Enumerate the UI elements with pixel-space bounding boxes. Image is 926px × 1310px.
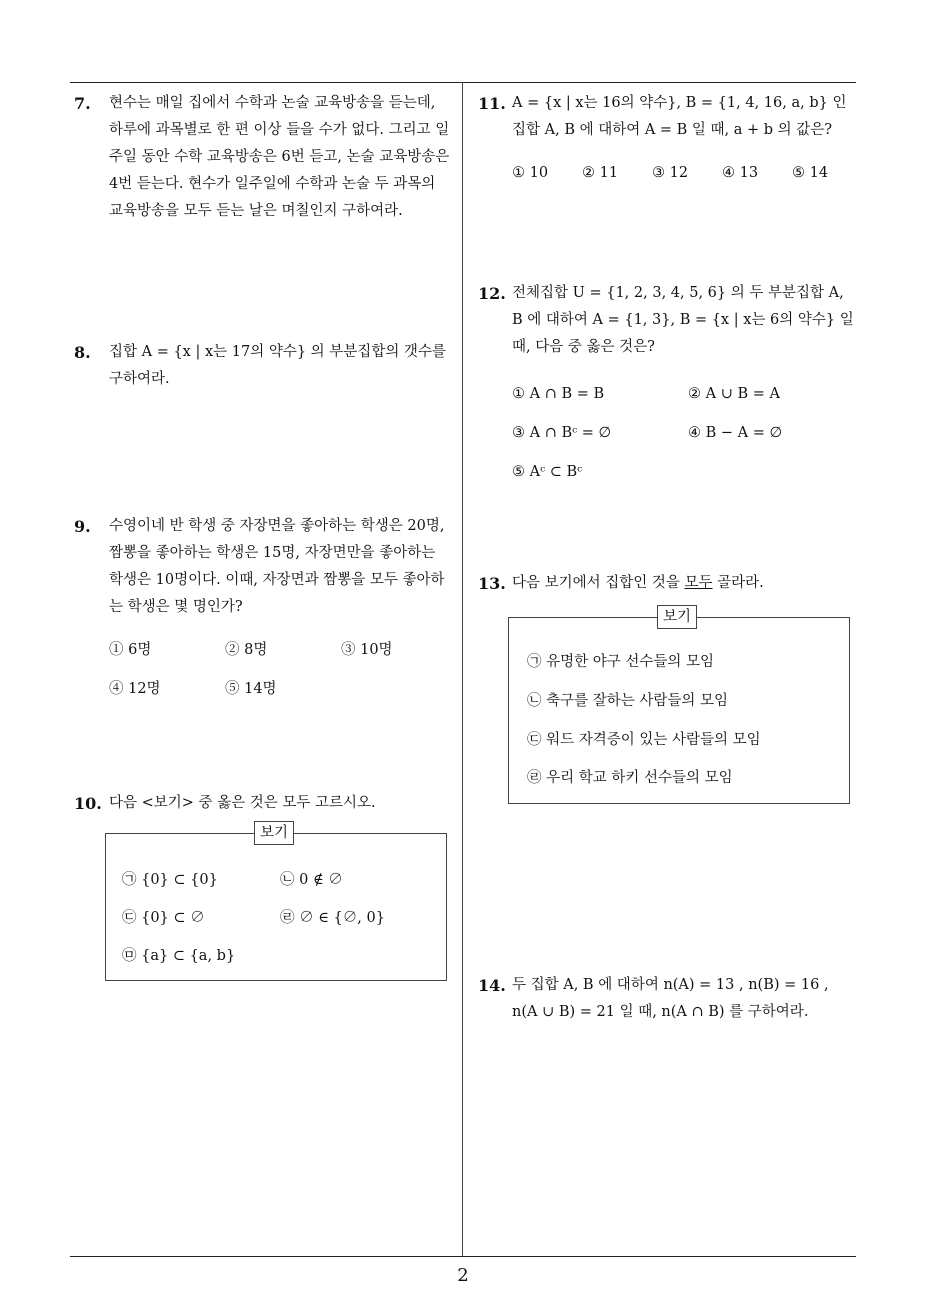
choice-1[interactable]: ① 10 [512, 165, 549, 181]
text-line: 두 집합 A, B 에 대하여 n(A) = 13 , n(B) = 16 , [512, 977, 829, 993]
problem-number: 11. [478, 94, 506, 113]
problem-12 [478, 280, 860, 498]
text-line: 집합 A = {x | x는 17의 약수} 의 부분집합의 갯수를 [109, 344, 446, 360]
text-line: B 에 대하여 A = {1, 3}, B = {x | x는 6의 약수} 일 [512, 312, 854, 328]
text-line: 는 학생은 몇 명인가? [109, 599, 243, 615]
text-line: 전체집합 U = {1, 2, 3, 4, 5, 6} 의 두 부분집합 A, [512, 285, 844, 301]
choice-3[interactable]: ③ 12 [652, 165, 689, 181]
problem-number: 13. [478, 574, 506, 593]
bottom-rule [70, 1256, 856, 1257]
problem-number: 7. [74, 94, 91, 113]
choice-3[interactable]: ③ 10명 [341, 642, 393, 658]
text-line: 하루에 과목별로 한 편 이상 들을 수가 없다. 그리고 일 [109, 122, 450, 138]
top-rule [70, 82, 856, 83]
problem-text: 다음 <보기> 중 옳은 것은 모두 고르시오. [109, 795, 376, 811]
bogi-label: 보기 [657, 605, 697, 629]
bogi-item: ㉢ {0} ⊂ ∅ [122, 910, 205, 926]
text-line: 구하여라. [109, 371, 170, 387]
text-line: 수영이네 반 학생 중 자장면을 좋아하는 학생은 20명, [109, 518, 445, 534]
problem-text [512, 90, 860, 144]
problem-9 [74, 513, 456, 715]
text-segment: 골라라. [712, 575, 764, 591]
choice-5[interactable]: ⑤ 14명 [225, 681, 277, 697]
text-line: 학생은 10명이다. 이때, 자장면과 짬뽕을 모두 좋아하 [109, 572, 445, 588]
text-line: 4번 듣는다. 현수가 일주일에 수학과 논술 두 과목의 [109, 176, 436, 192]
text-line: 짬뽕을 좋아하는 학생은 15명, 자장면만을 좋아하는 [109, 545, 436, 561]
choice-3[interactable]: ③ A ∩ Bᶜ = ∅ [512, 425, 612, 441]
problem-text [109, 339, 456, 393]
problem-text [512, 280, 860, 361]
text-line: 교육방송을 모두 듣는 날은 며칠인지 구하여라. [109, 203, 403, 219]
problem-number: 8. [74, 343, 91, 362]
problem-11 [478, 90, 860, 199]
bogi-item: ㉠ {0} ⊂ {0} [122, 872, 218, 888]
bogi-item: ㉡ 축구를 잘하는 사람들의 모임 [527, 693, 729, 709]
problem-7 [74, 90, 456, 225]
choice-5[interactable]: ⑤ Aᶜ ⊂ Bᶜ [512, 464, 583, 480]
bogi-item: ㉡ 0 ∉ ∅ [280, 872, 343, 888]
bogi-item: ㉣ ∅ ∈ {∅, 0} [280, 910, 385, 926]
text-line: A = {x | x는 16의 약수}, B = {1, 4, 16, a, b} 인 [512, 95, 847, 111]
problem-10 [74, 790, 456, 817]
text-line: 현수는 매일 집에서 수학과 논술 교육방송을 듣는데, [109, 95, 436, 111]
problem-number: 9. [74, 517, 91, 536]
text-line: 주일 동안 수학 교육방송은 6번 듣고, 논술 교육방송은 [109, 149, 450, 165]
text-segment: 다음 보기에서 집합인 것을 [512, 575, 685, 591]
answer-choices [109, 637, 456, 715]
bogi-label: 보기 [254, 821, 294, 845]
choice-2[interactable]: ② A ∪ B = A [688, 386, 780, 402]
problem-8 [74, 339, 456, 393]
choice-5[interactable]: ⑤ 14 [792, 165, 829, 181]
choice-4[interactable]: ④ 12명 [109, 681, 161, 697]
text-line: 때, 다음 중 옳은 것은? [512, 339, 655, 355]
problem-14 [478, 972, 860, 1026]
bogi-item: ㉣ 우리 학교 하키 선수들의 모임 [527, 770, 733, 786]
answer-choices [512, 160, 860, 199]
problem-text [109, 90, 456, 225]
problem-13 [478, 570, 860, 597]
choice-4[interactable]: ④ 13 [722, 165, 759, 181]
choice-2[interactable]: ② 11 [582, 165, 619, 181]
underlined-text: 모두 [684, 575, 713, 591]
choice-1[interactable]: ① 6명 [109, 642, 152, 658]
page-number: 2 [457, 1265, 469, 1286]
text-line: 집합 A, B 에 대하여 A = B 일 때, a + b 의 값은? [512, 122, 833, 138]
bogi-item: ㉠ 유명한 야구 선수들의 모임 [527, 654, 715, 670]
problem-number: 10. [74, 794, 102, 813]
column-divider [462, 82, 463, 1256]
problem-text [512, 972, 860, 1026]
choice-1[interactable]: ① A ∩ B = B [512, 386, 605, 402]
bogi-box-13 [508, 609, 850, 804]
choice-2[interactable]: ② 8명 [225, 642, 268, 658]
problem-number: 12. [478, 284, 506, 303]
problem-text [109, 513, 456, 621]
problem-text [512, 570, 860, 597]
text-line: n(A ∪ B) = 21 일 때, n(A ∩ B) 를 구하여라. [512, 1004, 809, 1020]
problem-number: 14. [478, 976, 506, 995]
bogi-box-10 [105, 825, 447, 981]
answer-choices [512, 381, 860, 498]
bogi-item: ㉤ {a} ⊂ {a, b} [122, 948, 236, 964]
bogi-item: ㉢ 워드 자격증이 있는 사람들의 모임 [527, 732, 761, 748]
choice-4[interactable]: ④ B − A = ∅ [688, 425, 783, 441]
